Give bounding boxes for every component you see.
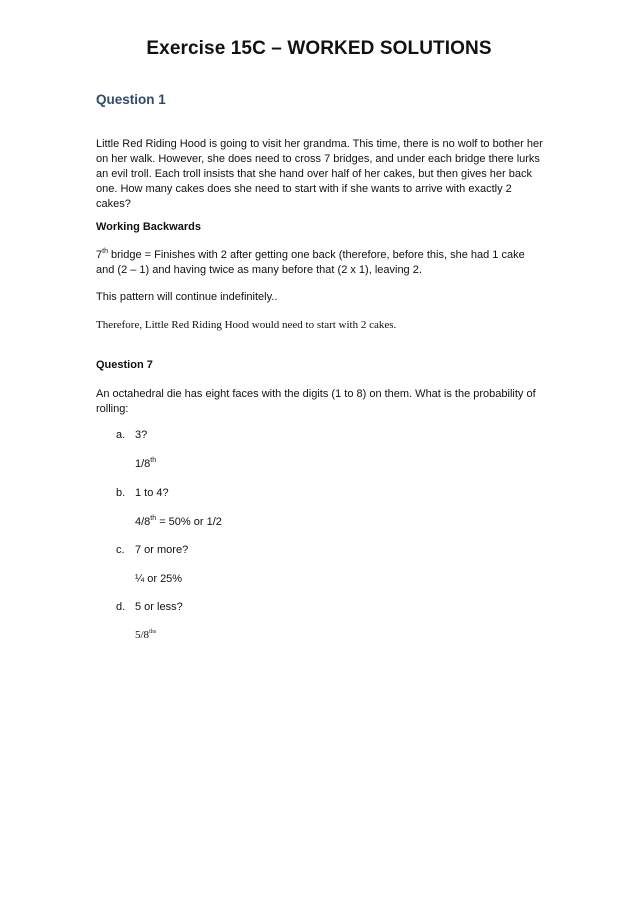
part-b-answer xyxy=(135,515,222,530)
part-c-marker: c. xyxy=(116,544,125,556)
part-b-prompt xyxy=(116,486,169,501)
part-a-marker: a. xyxy=(116,429,126,441)
part-a-answer-value: 1/8 xyxy=(135,458,151,470)
part-b-answer-value: 4/8 xyxy=(135,516,151,528)
part-c-answer xyxy=(135,572,182,587)
part-a-answer-suffix: th xyxy=(150,457,157,464)
part-d-answer-suffix: ths xyxy=(149,629,157,635)
question-7-heading: Question 7 xyxy=(96,359,153,371)
part-d-marker: d. xyxy=(116,601,126,613)
part-a-answer xyxy=(135,457,156,472)
part-c-prompt xyxy=(116,543,188,558)
working-backwards-heading: Working Backwards xyxy=(96,221,201,233)
part-d-answer xyxy=(135,628,156,643)
pattern-note: This pattern will continue indefinitely.. xyxy=(96,291,278,303)
part-b-question: 1 to 4? xyxy=(135,487,169,499)
question-1-conclusion: Therefore, Little Red Riding Hood would need to start with 2 cakes. xyxy=(96,319,397,331)
part-a-prompt xyxy=(116,428,147,443)
part-c-answer-value: ¼ or 25% xyxy=(135,573,183,585)
part-d-answer-value: 5/8 xyxy=(135,629,150,641)
part-d-prompt xyxy=(116,600,183,615)
part-d-question: 5 or less? xyxy=(135,601,183,613)
part-b-answer-suffix: th xyxy=(150,515,157,522)
part-a-question: 3? xyxy=(135,429,148,441)
question-1-heading: Question 1 xyxy=(96,92,166,107)
part-c-question: 7 or more? xyxy=(135,544,189,556)
working-step-text xyxy=(96,248,546,278)
part-b-marker: b. xyxy=(116,487,126,499)
step-ordinal-suffix: th xyxy=(102,248,108,255)
part-b-answer-rest: = 50% or 1/2 xyxy=(156,516,222,528)
question-1-problem: Little Red Riding Hood is going to visit her grandma. This time, there is no wolf to bother her on her walk. However, she does need to cross 7 bridges, and under each bridge there lurks an evil troll. Each troll insists that she hand over half of her cakes, but then gives her back one. How many cakes does she need to start with if she wants to arrive with exactly 2 cakes? xyxy=(96,138,543,210)
step-number: 7 xyxy=(96,249,103,261)
step-explanation: bridge = Finishes with 2 after getting one back (therefore, before this, she had 1 cake and (2 – 1) and having twice as many before that (2 x 1), leaving 2. xyxy=(96,249,525,276)
question-7-problem: An octahedral die has eight faces with the digits (1 to 8) on them. What is the probability of rolling: xyxy=(96,388,536,415)
page-title: Exercise 15C – WORKED SOLUTIONS xyxy=(146,38,492,59)
